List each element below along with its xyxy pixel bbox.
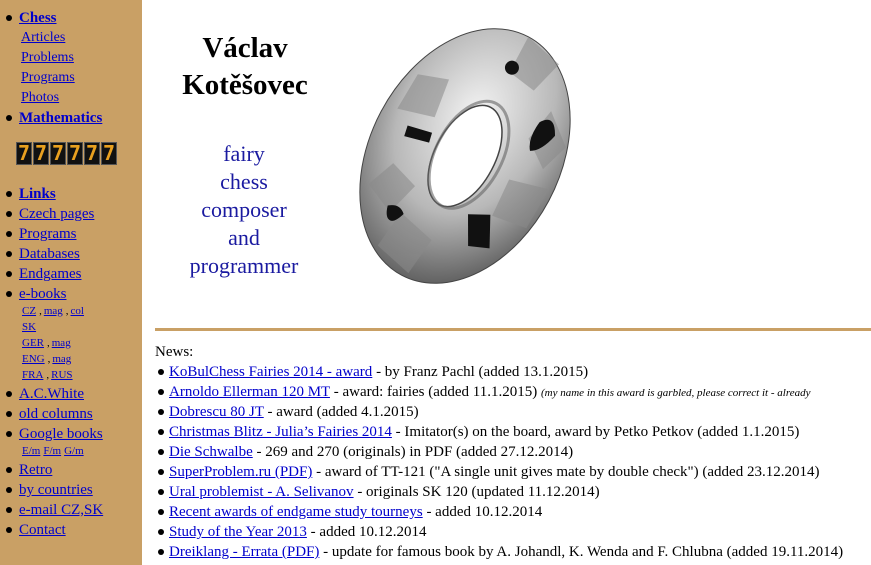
ebooks-language-row: ENG , mag bbox=[22, 353, 72, 365]
bullet-icon bbox=[6, 211, 12, 217]
tagline-line: composer bbox=[201, 197, 287, 222]
news-link[interactable]: Arnoldo Ellerman 120 MT bbox=[169, 384, 330, 400]
ebook-link-eng[interactable]: ENG bbox=[22, 353, 45, 365]
google-books-sub bbox=[22, 444, 87, 458]
news-description: - by Franz Pachl (added 13.1.2015) bbox=[372, 364, 589, 380]
news-item-text bbox=[169, 462, 819, 482]
tagline-line: fairy bbox=[223, 141, 265, 166]
ebook-link-mag[interactable]: mag bbox=[51, 337, 71, 349]
news-item-text bbox=[169, 402, 419, 422]
counter-digit: 7 bbox=[17, 141, 31, 165]
bullet-icon bbox=[158, 529, 164, 535]
bullet-icon bbox=[6, 251, 12, 257]
sidebar-link-chess[interactable]: Chess bbox=[19, 10, 57, 26]
sidebar-link-programs[interactable]: Programs bbox=[21, 70, 75, 85]
google-books-link-g-m[interactable]: G/m bbox=[64, 445, 84, 457]
ebook-link-rus[interactable]: RUS bbox=[51, 369, 73, 381]
news-description: - Imitator(s) on the board, award by Petko Petkov (added 1.1.2015) bbox=[391, 424, 800, 440]
bullet-icon bbox=[6, 527, 12, 533]
google-books-link-f-m[interactable]: F/m bbox=[43, 445, 62, 457]
sidebar-link-endgames[interactable]: Endgames bbox=[19, 266, 82, 282]
visitor-counter bbox=[16, 142, 117, 165]
tagline-line: chess bbox=[220, 169, 268, 194]
news-link[interactable]: SuperProblem.ru (PDF) bbox=[169, 464, 313, 480]
news-item-text bbox=[169, 482, 600, 502]
counter-digit: 7 bbox=[51, 141, 65, 165]
sidebar-link-by-countries[interactable]: by countries bbox=[19, 482, 93, 498]
news-description: - update for famous book by A. Johandl, K. Wenda and F. Chlubna (added 19.11.2014) bbox=[319, 544, 844, 560]
news-description: - added 10.12.2014 bbox=[306, 524, 427, 540]
bullet-icon bbox=[158, 369, 164, 375]
bullet-icon bbox=[158, 409, 164, 415]
bullet-icon bbox=[6, 115, 12, 121]
news-item-text bbox=[169, 382, 810, 403]
news-description: - award (added 4.1.2015) bbox=[263, 404, 419, 420]
bullet-icon bbox=[158, 449, 164, 455]
sidebar-link-retro[interactable]: Retro bbox=[19, 462, 53, 478]
bullet-icon bbox=[6, 191, 12, 197]
counter-digit: 7 bbox=[68, 141, 82, 165]
sidebar-link-articles[interactable]: Articles bbox=[21, 30, 66, 45]
ebook-link-cz[interactable]: CZ bbox=[22, 305, 37, 317]
news-link[interactable]: Dreiklang - Errata (PDF) bbox=[169, 544, 320, 560]
bullet-icon bbox=[6, 15, 12, 21]
tagline-line: and bbox=[228, 225, 260, 250]
news-link[interactable]: Study of the Year 2013 bbox=[169, 524, 307, 540]
ebook-link-col[interactable]: col bbox=[70, 305, 84, 317]
news-link[interactable]: Dobrescu 80 JT bbox=[169, 404, 264, 420]
sidebar-link-old-columns[interactable]: old columns bbox=[19, 406, 93, 422]
ebooks-language-row: CZ , mag , col bbox=[22, 305, 84, 317]
ebook-link-mag[interactable]: mag bbox=[43, 305, 63, 317]
counter-digit: 7 bbox=[85, 141, 99, 165]
tagline-line: programmer bbox=[189, 253, 299, 278]
news-link[interactable]: Ural problemist - A. Selivanov bbox=[169, 484, 354, 500]
bullet-icon bbox=[6, 391, 12, 397]
sidebar-link-a-c-white[interactable]: A.C.White bbox=[19, 386, 84, 402]
sidebar-link-google-books[interactable]: Google books bbox=[19, 426, 103, 442]
news-item-text bbox=[169, 362, 588, 382]
news-link[interactable]: KoBulChess Fairies 2014 - award bbox=[169, 364, 373, 380]
ebook-link-sk[interactable]: SK bbox=[22, 321, 37, 333]
bullet-icon bbox=[6, 431, 12, 437]
sidebar-link-e-books[interactable]: e-books bbox=[19, 286, 67, 302]
ebook-link-fra[interactable]: FRA bbox=[22, 369, 44, 381]
news-link[interactable]: Die Schwalbe bbox=[169, 444, 253, 460]
sidebar-link-photos[interactable]: Photos bbox=[21, 90, 60, 105]
bullet-icon bbox=[6, 507, 12, 513]
news-description: - award: fairies (added 11.1.2015) bbox=[329, 384, 541, 400]
news-item-text bbox=[169, 542, 843, 562]
counter-digit: 7 bbox=[34, 141, 48, 165]
news-item-text bbox=[169, 422, 799, 442]
tagline bbox=[165, 140, 323, 280]
bullet-icon bbox=[158, 429, 164, 435]
google-books-link-e-m[interactable]: E/m bbox=[22, 445, 41, 457]
horizontal-divider bbox=[155, 328, 871, 331]
title-last-name: Kotěšovec bbox=[182, 69, 308, 101]
bullet-icon bbox=[158, 469, 164, 475]
news-description: - added 10.12.2014 bbox=[422, 504, 543, 520]
news-link[interactable]: Recent awards of endgame study tourneys bbox=[169, 504, 423, 520]
sidebar-link-databases[interactable]: Databases bbox=[19, 246, 80, 262]
ebook-link-mag[interactable]: mag bbox=[52, 353, 72, 365]
bullet-icon bbox=[158, 389, 164, 395]
bullet-icon bbox=[158, 549, 164, 555]
sidebar-link-e-mail-cz-sk[interactable]: e-mail CZ,SK bbox=[19, 502, 104, 518]
news-note: (my name in this award is garbled, please correct it - already bbox=[541, 387, 811, 399]
site-title bbox=[160, 30, 330, 104]
chess-torus-image bbox=[345, 6, 585, 306]
sidebar-link-links[interactable]: Links bbox=[19, 186, 56, 202]
bullet-icon bbox=[6, 411, 12, 417]
news-item-text bbox=[169, 522, 426, 542]
ebooks-language-row: FRA , RUS bbox=[22, 369, 73, 381]
news-description: - award of TT-121 ("A single unit gives mate by double check") (added 23.12.2014) bbox=[312, 464, 820, 480]
bullet-icon bbox=[6, 291, 12, 297]
title-first-name: Václav bbox=[202, 32, 288, 64]
counter-digit: 7 bbox=[102, 141, 116, 165]
bullet-icon bbox=[6, 467, 12, 473]
news-item-text bbox=[169, 442, 573, 462]
sidebar-link-problems[interactable]: Problems bbox=[21, 50, 74, 65]
bullet-icon bbox=[6, 231, 12, 237]
ebooks-language-row: GER , mag bbox=[22, 337, 71, 349]
news-item-text bbox=[169, 502, 542, 522]
bullet-icon bbox=[6, 271, 12, 277]
sidebar-link-czech-pages[interactable]: Czech pages bbox=[19, 206, 95, 222]
news-heading: News: bbox=[155, 344, 194, 360]
sidebar-link-programs[interactable]: Programs bbox=[19, 226, 77, 242]
bullet-icon bbox=[158, 489, 164, 495]
news-link[interactable]: Christmas Blitz - Julia’s Fairies 2014 bbox=[169, 424, 392, 440]
news-description: - originals SK 120 (updated 11.12.2014) bbox=[353, 484, 600, 500]
news-description: - 269 and 270 (originals) in PDF (added 27.12.2014) bbox=[252, 444, 574, 460]
sidebar-link-contact[interactable]: Contact bbox=[19, 522, 66, 538]
bullet-icon bbox=[158, 509, 164, 515]
sidebar-link-mathematics[interactable]: Mathematics bbox=[19, 110, 103, 126]
bullet-icon bbox=[6, 487, 12, 493]
ebook-link-ger[interactable]: GER bbox=[22, 337, 44, 349]
ebooks-language-row bbox=[22, 320, 39, 334]
